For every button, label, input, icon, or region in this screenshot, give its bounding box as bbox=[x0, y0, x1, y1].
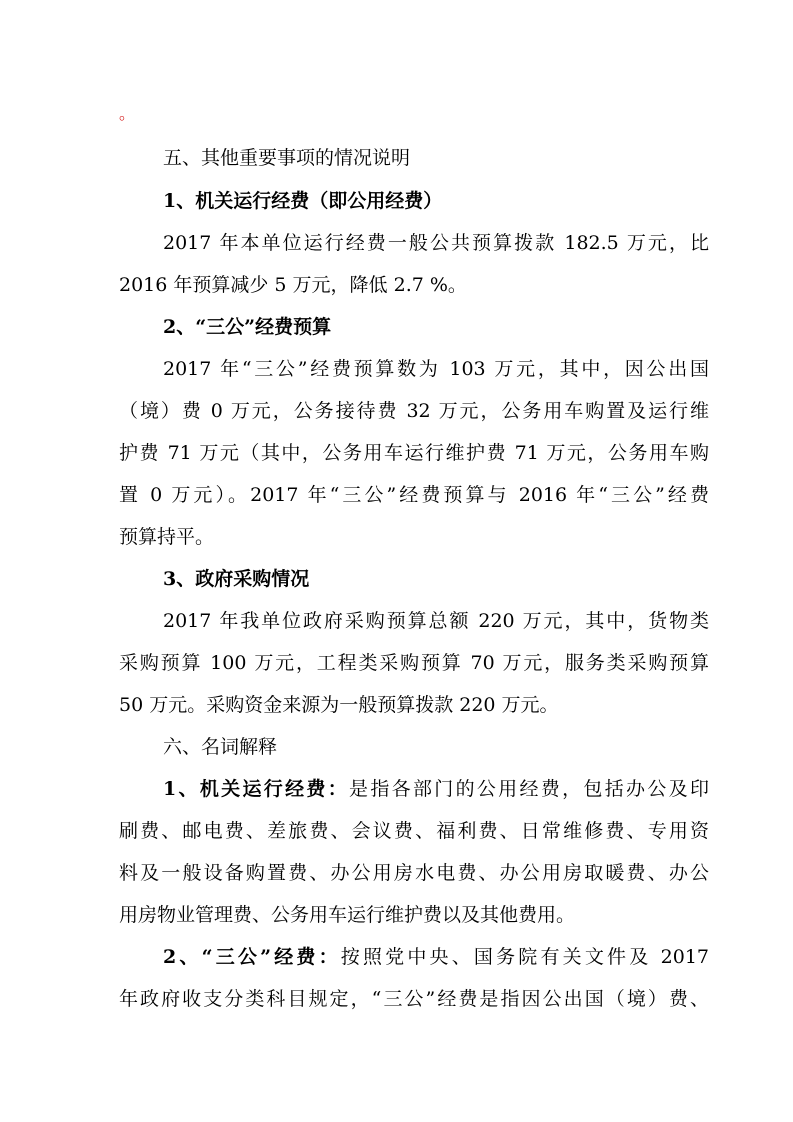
paragraph-line: 2017 年我单位政府采购预算总额 220 万元，其中，货物类 bbox=[163, 610, 709, 632]
paragraph-line: 采购预算 100 万元，工程类采购预算 70 万元，服务类采购预算 bbox=[119, 652, 709, 674]
subsection-heading-5-3: 3、政府采购情况 bbox=[163, 568, 310, 590]
paragraph-line: 置 0 万元）。2017 年“三公”经费预算与 2016 年“三公”经费 bbox=[119, 484, 709, 506]
section-heading-6: 六、名词解释 bbox=[163, 736, 278, 758]
term-definition: 按照党中央、国务院有关文件及 2017 bbox=[340, 946, 709, 968]
fragment-mark: 。 bbox=[119, 104, 136, 123]
subsection-heading-5-1: 1、机关运行经费（即公用经费） bbox=[163, 190, 443, 212]
paragraph-line: 用房物业管理费、公务用车运行维护费以及其他费用。 bbox=[119, 904, 576, 926]
paragraph-line: 2016 年预算减少 5 万元，降低 2.7 %。 bbox=[119, 274, 467, 296]
subsection-heading-5-2: 2、“三公”经费预算 bbox=[163, 316, 332, 338]
term-definition: 是指各部门的公用经费，包括办公及印 bbox=[349, 778, 709, 800]
paragraph-line: 年政府收支分类科目规定，“三公”经费是指因公出国（境）费、 bbox=[119, 988, 709, 1010]
definition-line bbox=[163, 937, 709, 977]
paragraph-line: （境）费 0 万元，公务接待费 32 万元，公务用车购置及运行维 bbox=[119, 400, 709, 422]
paragraph-line: 50 万元。采购资金来源为一般预算拨款 220 万元。 bbox=[119, 694, 559, 716]
definition-line bbox=[163, 769, 709, 809]
paragraph-line: 刷费、邮电费、差旅费、会议费、福利费、日常维修费、专用资 bbox=[119, 820, 709, 842]
paragraph-line: 2017 年本单位运行经费一般公共预算拨款 182.5 万元，比 bbox=[163, 232, 709, 254]
paragraph-line: 护费 71 万元（其中，公务用车运行维护费 71 万元，公务用车购 bbox=[119, 442, 709, 464]
term-label: 1、机关运行经费： bbox=[163, 778, 350, 800]
term-label: 2、“三公”经费： bbox=[163, 946, 341, 968]
paragraph-line: 2017 年“三公”经费预算数为 103 万元，其中，因公出国 bbox=[163, 358, 709, 380]
section-heading-5: 五、其他重要事项的情况说明 bbox=[163, 147, 411, 169]
paragraph-line: 预算持平。 bbox=[119, 526, 215, 548]
paragraph-line: 料及一般设备购置费、办公用房水电费、办公用房取暖费、办公 bbox=[119, 862, 709, 884]
